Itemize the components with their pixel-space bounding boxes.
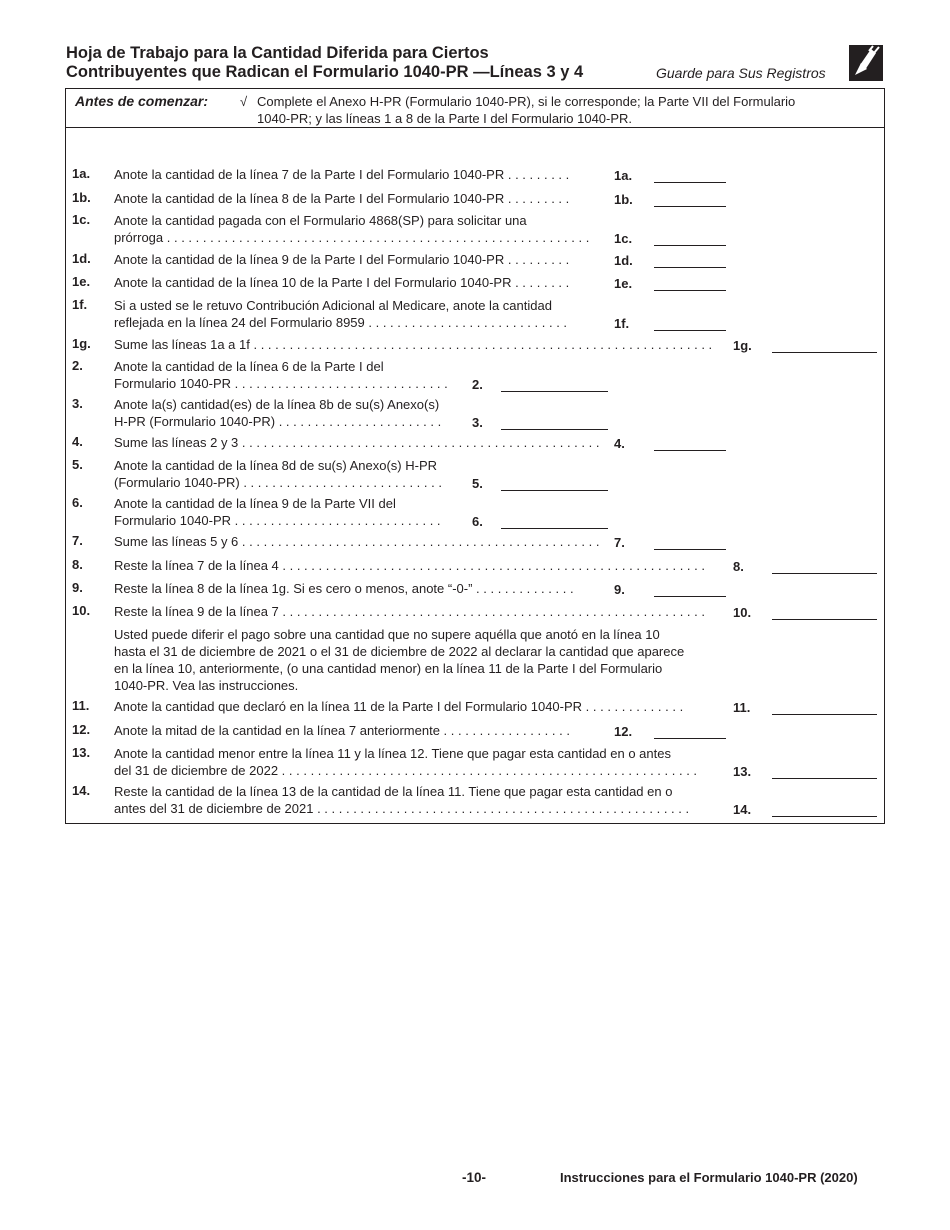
amount-entry-line[interactable] — [654, 206, 726, 207]
line-number: 1a. — [72, 166, 91, 181]
line-instruction — [114, 603, 719, 620]
line-number: 1c. — [72, 212, 91, 227]
line-instruction — [114, 358, 464, 392]
line-number: 11. — [72, 698, 90, 713]
line-instruction — [114, 274, 604, 291]
paragraph-line: hasta el 31 de diciembre de 2021 o el 31 de diciembre de 2022 al declarar la cantidad que aparece — [114, 644, 685, 659]
instruction-text: (Formulario 1040-PR) . . . . . . . . . . . . . . . . . . . . . . . . . . . . — [114, 475, 442, 490]
line-reference: 7. — [614, 535, 625, 550]
line-number: 2. — [72, 358, 83, 373]
amount-entry-line[interactable] — [654, 330, 726, 331]
amount-entry-line[interactable] — [501, 490, 608, 491]
line-instruction — [114, 580, 604, 597]
line-instruction — [114, 533, 604, 550]
amount-entry-line[interactable] — [501, 391, 608, 392]
amount-entry-line[interactable] — [654, 450, 726, 451]
line-number: 6. — [72, 495, 83, 510]
instruction-text: H-PR (Formulario 1040-PR) . . . . . . . . . . . . . . . . . . . . . . . — [114, 414, 442, 429]
line-number: 5. — [72, 457, 83, 472]
line-reference: 12. — [614, 724, 633, 739]
amount-entry-line[interactable] — [654, 245, 726, 246]
paragraph-line: Usted puede diferir el pago sobre una cantidad que no supere aquélla que anotó en la línea 10 — [114, 627, 660, 642]
line-reference: 9. — [614, 582, 625, 597]
instruction-text: Anote la cantidad de la línea 8 de la Parte I del Formulario 1040-PR . . . . . . . . . — [114, 191, 570, 206]
instruction-text: Reste la línea 7 de la línea 4 . . . . . . . . . . . . . . . . . . . . . . . . . . . . . . . . . . . . . . . . . . . . . . . . . . . . . . . . . . . — [114, 558, 705, 573]
line-instruction — [114, 722, 604, 739]
line-number: 1b. — [72, 190, 91, 205]
line-reference: 10. — [733, 605, 752, 620]
line-number: 8. — [72, 557, 83, 572]
line-instruction — [114, 557, 719, 574]
amount-entry-line[interactable] — [501, 528, 608, 529]
line-reference: 1e. — [614, 276, 633, 291]
checkmark-icon: √ — [240, 94, 248, 109]
instruction-text: Anote la cantidad de la línea 9 de la Parte I del Formulario 1040-PR . . . . . . . . . — [114, 252, 570, 267]
line-reference: 3. — [472, 415, 483, 430]
amount-entry-line[interactable] — [772, 352, 877, 353]
amount-entry-line[interactable] — [654, 182, 726, 183]
instruction-text: Anote la mitad de la cantidad en la línea 7 anteriormente . . . . . . . . . . . . . . . . . . — [114, 723, 570, 738]
line-reference: 13. — [733, 764, 752, 779]
instruction-text: Anote la cantidad de la línea 8d de su(s) Anexo(s) H-PR — [114, 458, 438, 473]
line-number: 7. — [72, 533, 83, 548]
instruction-text: Sume las líneas 1a a 1f . . . . . . . . . . . . . . . . . . . . . . . . . . . . . . . . . . . . . . . . . . . . . . . . . . . . . . . . . . . . . . . . — [114, 337, 713, 352]
title-line-2: Contribuyentes que Radican el Formulario 1040-PR —Líneas 3 y 4 — [66, 63, 584, 81]
line-number: 1g. — [72, 336, 91, 351]
amount-entry-line[interactable] — [654, 738, 726, 739]
line-instruction — [114, 495, 464, 529]
line-instruction — [114, 251, 604, 268]
instruction-text: Reste la cantidad de la línea 13 de la cantidad de la línea 11. Tiene que pagar esta cantidad en o — [114, 784, 673, 799]
line-reference: 1a. — [614, 168, 633, 183]
before-you-begin-text — [257, 93, 857, 127]
line-instruction — [114, 698, 719, 715]
instruction-text: antes del 31 de diciembre de 2021 . . . . . . . . . . . . . . . . . . . . . . . . . . . . . . . . . . . . . . . . . . . . . . . . . . . . — [114, 801, 690, 816]
deferral-explanation — [114, 626, 724, 694]
instruction-text: Anote la cantidad menor entre la línea 11 y la línea 12. Tiene que pagar esta cantidad en o antes — [114, 746, 671, 761]
line-instruction — [114, 434, 604, 451]
line-reference: 11. — [733, 700, 751, 715]
header-divider — [65, 127, 885, 128]
line-number: 9. — [72, 580, 83, 595]
line-instruction — [114, 396, 464, 430]
worksheet-title — [66, 44, 583, 82]
amount-entry-line[interactable] — [772, 619, 877, 620]
publication-title: Instrucciones para el Formulario 1040-PR (2020) — [560, 1170, 858, 1185]
line-reference: 2. — [472, 377, 483, 392]
line-instruction — [114, 297, 604, 331]
line-reference: 1f. — [614, 316, 630, 331]
line-number: 1e. — [72, 274, 91, 289]
line-reference: 1c. — [614, 231, 633, 246]
instruction-text: Sume las líneas 5 y 6 . . . . . . . . . . . . . . . . . . . . . . . . . . . . . . . . . . . . . . . . . . . . . . . . . . — [114, 534, 600, 549]
amount-entry-line[interactable] — [654, 596, 726, 597]
title-line-1: Hoja de Trabajo para la Cantidad Diferida para Ciertos — [66, 44, 489, 62]
line-number: 12. — [72, 722, 91, 737]
instruction-text: reflejada en la línea 24 del Formulario 8959 . . . . . . . . . . . . . . . . . . . . . . . . . . . . — [114, 315, 568, 330]
line-number: 4. — [72, 434, 83, 449]
instruction-text: Anote la(s) cantidad(es) de la línea 8b de su(s) Anexo(s) — [114, 397, 440, 412]
line-number: 1d. — [72, 251, 91, 266]
amount-entry-line[interactable] — [654, 549, 726, 550]
amount-entry-line[interactable] — [654, 290, 726, 291]
line-number: 14. — [72, 783, 91, 798]
instruction-text: Anote la cantidad de la línea 6 de la Parte I del — [114, 359, 384, 374]
line-instruction — [114, 212, 604, 246]
line-reference: 5. — [472, 476, 483, 491]
keep-for-records-note: Guarde para Sus Registros — [656, 65, 826, 81]
instruction-text: prórroga . . . . . . . . . . . . . . . . . . . . . . . . . . . . . . . . . . . . . . . . . . . . . . . . . . . . . . . . . . . — [114, 230, 590, 245]
line-instruction — [114, 745, 719, 779]
line-instruction — [114, 457, 464, 491]
instruction-text: Formulario 1040-PR . . . . . . . . . . . . . . . . . . . . . . . . . . . . . — [114, 513, 441, 528]
instruction-text: Sume las líneas 2 y 3 . . . . . . . . . . . . . . . . . . . . . . . . . . . . . . . . . . . . . . . . . . . . . . . . . . — [114, 435, 600, 450]
line-reference: 14. — [733, 802, 752, 817]
amount-entry-line[interactable] — [772, 816, 877, 817]
line-number: 13. — [72, 745, 91, 760]
line-number: 1f. — [72, 297, 88, 312]
paragraph-line: en la línea 10, anteriormente, (o una cantidad menor) en la línea 11 de la Parte I del Formulario — [114, 661, 663, 676]
before-text-line-1: Complete el Anexo H-PR (Formulario 1040-PR), si le corresponde; la Parte VII del Formulario — [257, 94, 796, 109]
line-instruction — [114, 190, 604, 207]
amount-entry-line[interactable] — [654, 267, 726, 268]
instruction-text: Formulario 1040-PR . . . . . . . . . . . . . . . . . . . . . . . . . . . . . . — [114, 376, 448, 391]
line-reference: 4. — [614, 436, 625, 451]
instruction-text: Reste la línea 8 de la línea 1g. Si es cero o menos, anote “-0-” . . . . . . . . . . . . . . — [114, 581, 574, 596]
amount-entry-line[interactable] — [772, 778, 877, 779]
line-reference: 1d. — [614, 253, 633, 268]
line-number: 3. — [72, 396, 83, 411]
line-reference: 1g. — [733, 338, 752, 353]
instruction-text: Anote la cantidad de la línea 9 de la Parte VII del — [114, 496, 396, 511]
amount-entry-line[interactable] — [772, 714, 877, 715]
instruction-text: Si a usted se le retuvo Contribución Adicional al Medicare, anote la cantidad — [114, 298, 552, 313]
pen-paper-icon — [849, 45, 883, 81]
line-instruction — [114, 783, 719, 817]
line-reference: 1b. — [614, 192, 633, 207]
instruction-text: Anote la cantidad de la línea 10 de la Parte I del Formulario 1040-PR . . . . . . . . — [114, 275, 570, 290]
instruction-text: Reste la línea 9 de la línea 7 . . . . . . . . . . . . . . . . . . . . . . . . . . . . . . . . . . . . . . . . . . . . . . . . . . . . . . . . . . . — [114, 604, 705, 619]
line-number: 10. — [72, 603, 91, 618]
line-reference: 8. — [733, 559, 744, 574]
instruction-text: Anote la cantidad pagada con el Formulario 4868(SP) para solicitar una — [114, 213, 527, 228]
line-instruction — [114, 166, 604, 183]
line-reference: 6. — [472, 514, 483, 529]
amount-entry-line[interactable] — [501, 429, 608, 430]
instruction-text: Anote la cantidad de la línea 7 de la Parte I del Formulario 1040-PR . . . . . . . . . — [114, 167, 570, 182]
amount-entry-line[interactable] — [772, 573, 877, 574]
instruction-text: Anote la cantidad que declaró en la línea 11 de la Parte I del Formulario 1040-PR . . . . . . . . . . . . . . — [114, 699, 684, 714]
instruction-text: del 31 de diciembre de 2022 . . . . . . . . . . . . . . . . . . . . . . . . . . . . . . . . . . . . . . . . . . . . . . . . . . . . . . . . . . — [114, 763, 698, 778]
before-you-begin-label: Antes de comenzar: — [75, 93, 209, 109]
paragraph-line: 1040-PR. Vea las instrucciones. — [114, 678, 299, 693]
before-text-line-2: 1040-PR; y las líneas 1 a 8 de la Parte I del Formulario 1040-PR. — [257, 111, 633, 126]
line-instruction — [114, 336, 719, 353]
page-number: -10- — [462, 1170, 487, 1185]
